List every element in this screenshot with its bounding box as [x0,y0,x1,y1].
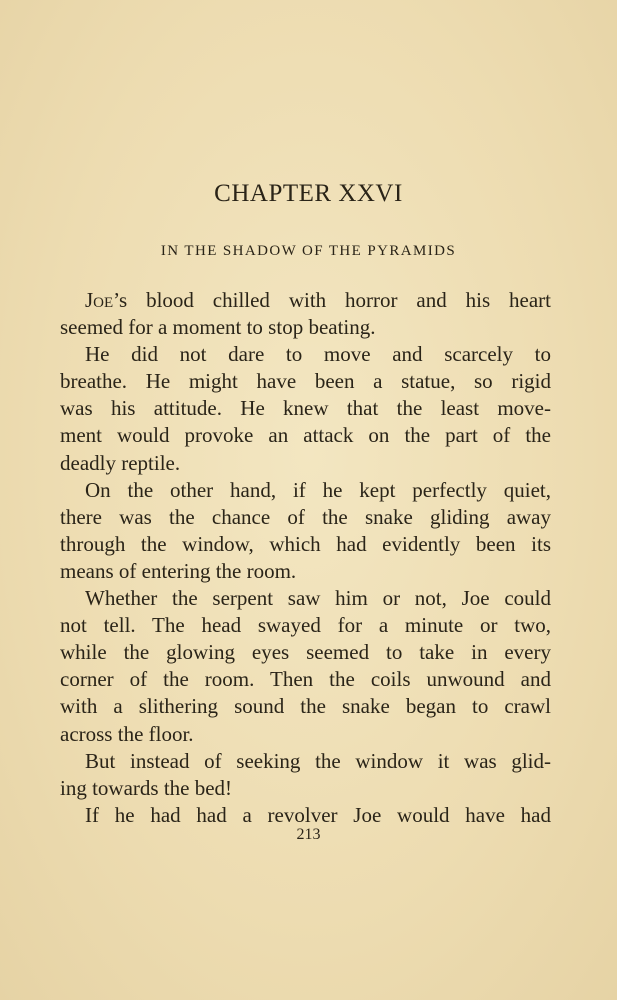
chapter-title: CHAPTER XXVI [214,180,403,207]
line-text: ’s blood chilled with horror and his heart [113,288,551,312]
text-line: across the floor. [60,721,194,746]
text-line: But instead of seeking the window it was glid- [85,748,551,773]
page-number: 213 [296,826,321,843]
chapter-subtitle: IN THE SHADOW OF THE PYRAMIDS [160,243,457,259]
text-line: If he had had a revolver Joe would have had [85,802,551,827]
text-line: deadly reptile. [60,450,181,475]
text-line [60,287,551,314]
text-line: Whether the serpent saw him or not, Joe could [85,586,551,611]
body-text [60,287,551,829]
text-line: ment would provoke an attack on the part of the [60,423,551,448]
text-line: there was the chance of the snake gliding away [60,504,551,529]
small-caps-lead: Joe [85,288,114,312]
text-line: On the other hand, if he kept perfectly quiet, [85,477,551,502]
text-line: corner of the room. Then the coils unwound and [60,667,551,692]
text-line: ing towards the bed! [60,775,233,800]
text-line: breathe. He might have been a statue, so rigid [60,369,551,394]
text-line: means of entering the room. [60,558,297,583]
text-line: while the glowing eyes seemed to take in every [60,640,551,665]
text-line: not tell. The head swayed for a minute or two, [60,613,551,638]
text-line: with a slithering sound the snake began to crawl [60,694,551,719]
text-line: He did not dare to move and scarcely to [85,342,551,367]
text-line: through the window, which had evidently been its [60,531,551,556]
text-line: seemed for a moment to stop beating. [60,315,376,340]
text-line: was his attitude. He knew that the least move- [60,396,551,421]
